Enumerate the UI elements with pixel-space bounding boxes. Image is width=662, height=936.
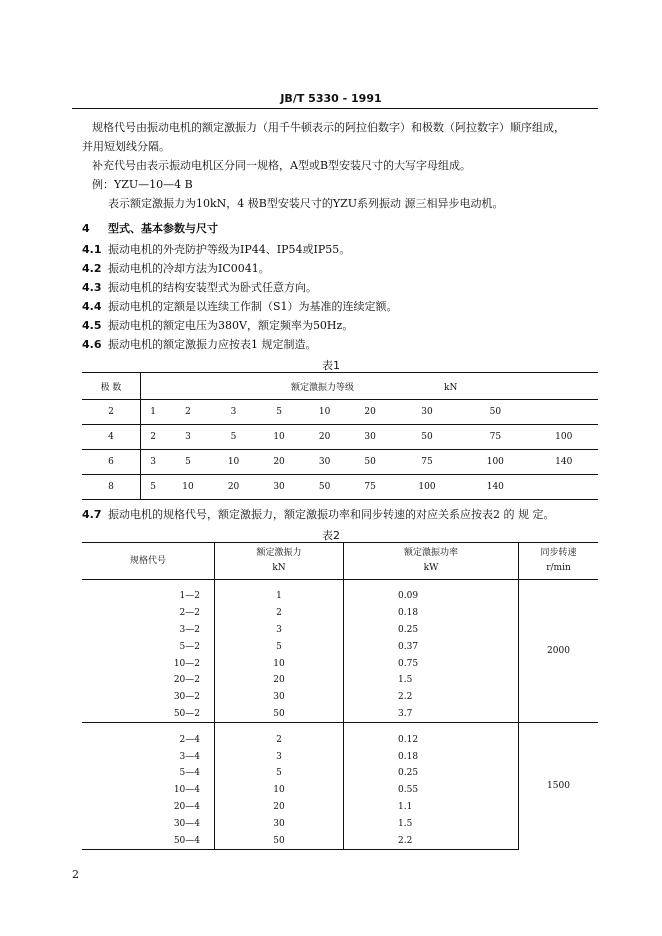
table-row: 2—4 2 0.12 — [82, 731, 598, 748]
table-row: 30—4 30 1.5 — [82, 815, 598, 832]
table1-row: 6 3 5 10 20 30 50 75 100 140 — [82, 450, 598, 475]
clause-4-7: 4.7 振动电机的规格代号，额定激振力，额定激振功率和同步转速的对应关系应按表2 的 规 定。 — [82, 508, 555, 521]
clause-4-2: 4.2 振动电机的冷却方法为IC0041。 — [82, 262, 270, 275]
table1-row: 8 5 10 20 30 50 75 100 140 — [82, 475, 598, 500]
table-row: 50—4 50 2.2 — [82, 832, 598, 849]
table1-row: 4 2 3 5 10 20 30 50 75 100 — [82, 425, 598, 450]
section-4-number: 4 — [82, 222, 90, 235]
clause-4-1: 4.1 振动电机的外壳防护等级为IP44、IP54或IP55。 — [82, 243, 351, 256]
clause-4-5: 4.5 振动电机的额定电压为380V，额定频率为50Hz。 — [82, 319, 354, 332]
table2-speed-2000: 2000 — [547, 646, 570, 657]
page-number: 2 — [72, 868, 79, 881]
table2-header-code: 规格代号 — [82, 543, 215, 580]
table2-header-power: 额定激振功率 kW — [344, 543, 519, 580]
table-row: 5—4 5 0.25 — [82, 765, 598, 782]
section-4-title: 型式、基本参数与尺寸 — [108, 222, 218, 235]
table1-pole-header: 极 数 — [82, 373, 141, 400]
clause-4-6: 4.6 振动电机的额定激振力应按表1 规定制造。 — [82, 338, 317, 351]
para-3: 补充代号由表示振动电机区分同一规格，A型或B型安装尺寸的大写字母组成。 — [92, 159, 472, 172]
table-row: 50—2 50 3.7 — [82, 706, 598, 723]
para-2: 并用短划线分隔。 — [82, 140, 170, 153]
table-row: 2—2 2 0.18 — [82, 605, 598, 622]
section-4-heading — [82, 220, 218, 236]
clause-4-4: 4.4 振动电机的定额是以连续工作制（S1）为基准的连续定额。 — [82, 300, 398, 313]
table1-row: 2 1 2 3 5 10 20 30 50 — [82, 400, 598, 425]
table-row: 10—2 10 0.75 — [82, 655, 598, 672]
clause-4-3: 4.3 振动电机的结构安装型式为卧式任意方向。 — [82, 281, 317, 294]
page-header: JB/T 5330 - 1991 — [280, 92, 382, 105]
table2-header-force: 额定激振力 kN — [215, 543, 344, 580]
table-row: 3—4 3 0.18 — [82, 748, 598, 765]
table-row: 20—2 20 1.5 — [82, 672, 598, 689]
para-5: 表示额定激振力为10kN，4 极B型安装尺寸的YZU系列振动 源三相异步电动机。 — [108, 197, 504, 210]
table2-caption: 表2 — [322, 529, 340, 542]
table-row: 3—2 3 0.25 — [82, 622, 598, 639]
table1-force-header: 额定激振力等级 — [291, 382, 355, 393]
table-row: 10—4 10 0.55 — [82, 782, 598, 799]
table-row: 5—2 5 0.37 — [82, 638, 598, 655]
table1 — [82, 372, 598, 500]
table2-header-speed: 同步转速 r/min — [519, 543, 599, 580]
header-rule — [72, 108, 598, 109]
table1-unit: kN — [444, 382, 458, 393]
table-row: 20—4 20 1.1 — [82, 799, 598, 816]
table2-speed-1500: 1500 — [519, 723, 599, 850]
table-row: 30—2 30 2.2 — [82, 689, 598, 706]
table2 — [82, 542, 598, 850]
para-1: 规格代号由振动电机的额定激振力（用千牛顿表示的阿拉伯数字）和极数（阿拉数字）顺序组成， — [92, 121, 565, 134]
para-4: 例：YZU—10—4 B — [92, 178, 193, 191]
table-row: 1—2 1 0.09 — [82, 588, 598, 605]
table1-caption: 表1 — [322, 359, 340, 372]
